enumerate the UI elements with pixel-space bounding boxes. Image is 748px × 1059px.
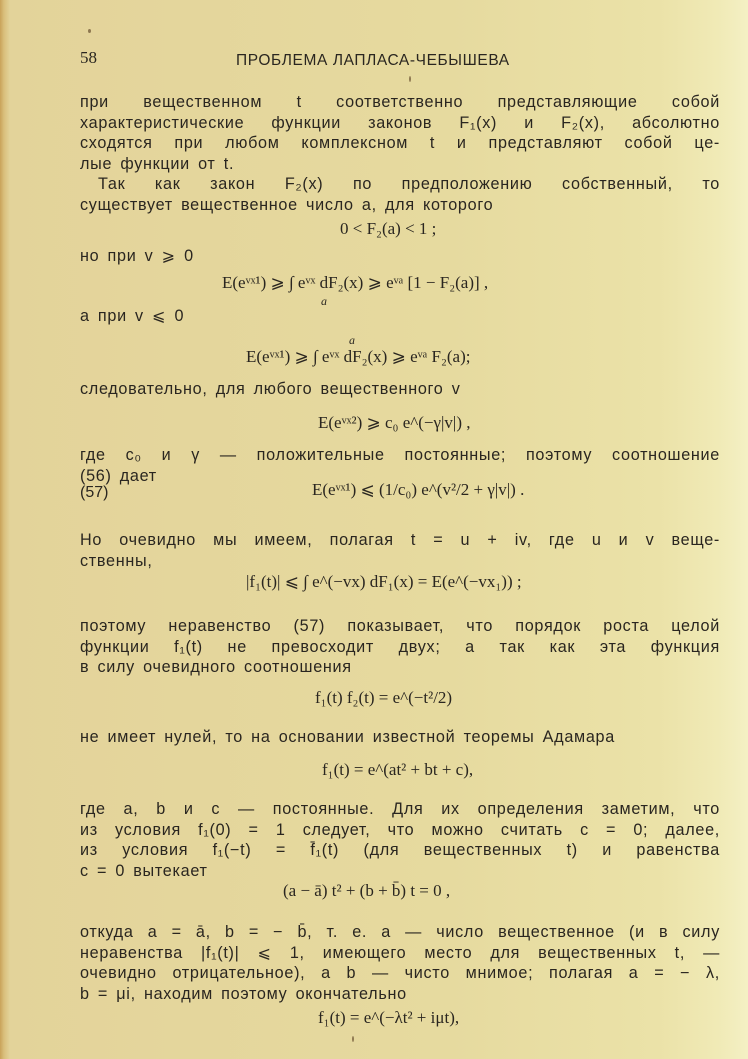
running-title: ПРОБЛЕМА ЛАПЛАСА-ЧЕБЫШЕВА [236, 52, 510, 69]
text-line: ственны, [80, 551, 153, 570]
equation-final: f₁(t) = e^(−λt² + iμt), [318, 1008, 460, 1027]
page-number: 58 [80, 48, 97, 67]
equation-product: f₁(t) f₂(t) = e^(−t²/2) [315, 688, 453, 707]
paragraph-2 [80, 174, 720, 215]
text-line: Так как закон F₂(x) по предположению собственный, то [98, 175, 720, 193]
paragraph-4 [80, 530, 720, 571]
text-line: неравенства |f₁(t)| ⩽ 1, имеющего место для вещественных t, — [80, 943, 720, 962]
integral-lower-limit: a [321, 294, 327, 308]
text-line: а при v ⩽ 0 [80, 307, 185, 325]
paragraph-5 [80, 616, 720, 678]
text-line: откуда a = ā, b = − b̄, т. е. a — число вещественное (и в силу [80, 923, 720, 941]
text-line: сходятся при любом комплексном t и представляют собой це- [80, 134, 720, 152]
paper-speck [88, 29, 91, 33]
text-line: но при v ⩾ 0 [80, 247, 194, 265]
text-line: очевидно отрицательное), а b — чисто мнимое; полагая a = − λ, [80, 964, 720, 982]
text-line: поэтому неравенство (57) показывает, что порядок роста целой [80, 617, 720, 635]
text-line: лые функции от t. [80, 154, 235, 173]
paper-speck [409, 76, 411, 82]
equation-conjugate: (a − ā) t² + (b + b̄) t = 0 , [283, 881, 451, 900]
text-line: функции f₁(t) не превосходит двух; а так как эта функция [80, 637, 720, 656]
equation-number: (57) [80, 484, 109, 501]
text-line: где c₀ и γ — положительные постоянные; поэтому соотношение [80, 446, 720, 464]
equation-any-v: E(eᵛˣ²) ⩾ c₀ e^(−γ|v|) , [318, 413, 471, 432]
equation-v-positive: E(eᵛˣ¹) ⩾ ∫ eᵛˣ dF₂(x) ⩾ eᵛᵃ [1 − F₂(a)] , [222, 273, 489, 292]
paragraph-1 [80, 92, 720, 174]
integral-upper-limit: a [349, 333, 355, 347]
text-line: не имеет нулей, то на основании известной теоремы Адамара [80, 728, 615, 746]
equation-hadamard: f₁(t) = e^(at² + bt + c), [322, 760, 474, 779]
text-line: Но очевидно мы имеем, полагая t = u + iv, где u и v веще- [80, 531, 720, 549]
equation-abs-bound: |f₁(t)| ⩽ ∫ e^(−vx) dF₁(x) = E(e^(−vx₁)) ; [246, 572, 522, 591]
paragraph-7 [80, 922, 720, 1004]
text-line: при вещественном t соответственно представляющие собой [80, 93, 720, 111]
equation-bound: 0 < F₂(a) < 1 ; [340, 219, 437, 238]
text-line: где a, b и c — постоянные. Для их определения заметим, что [80, 800, 720, 818]
text-line: следовательно, для любого вещественного v [80, 380, 461, 398]
text-line: b = μi, находим поэтому окончательно [80, 984, 407, 1003]
text-line: из условия f₁(−t) = f̄₁(t) (для вещественных t) и равенства [80, 841, 720, 859]
text-line: c = 0 вытекает [80, 861, 208, 880]
text-line: (56) дает [80, 466, 157, 485]
paragraph-6 [80, 799, 720, 881]
text-line: существует вещественное число a, для которого [80, 195, 494, 214]
text-line: из условия f₁(0) = 1 следует, что можно считать c = 0; далее, [80, 820, 720, 839]
equation-57: E(eᵛˣ¹) ⩽ (1/c₀) e^(v²/2 + γ|v|) . [312, 480, 525, 499]
paper-speck [352, 1036, 354, 1042]
text-line: характеристические функции законов F₁(x) и F₂(x), абсолютно [80, 113, 720, 132]
text-line: в силу очевидного соотношения [80, 658, 352, 676]
equation-v-negative: E(eᵛˣ¹) ⩾ ∫ eᵛˣ dF₂(x) ⩾ eᵛᵃ F₂(a); [246, 347, 471, 366]
